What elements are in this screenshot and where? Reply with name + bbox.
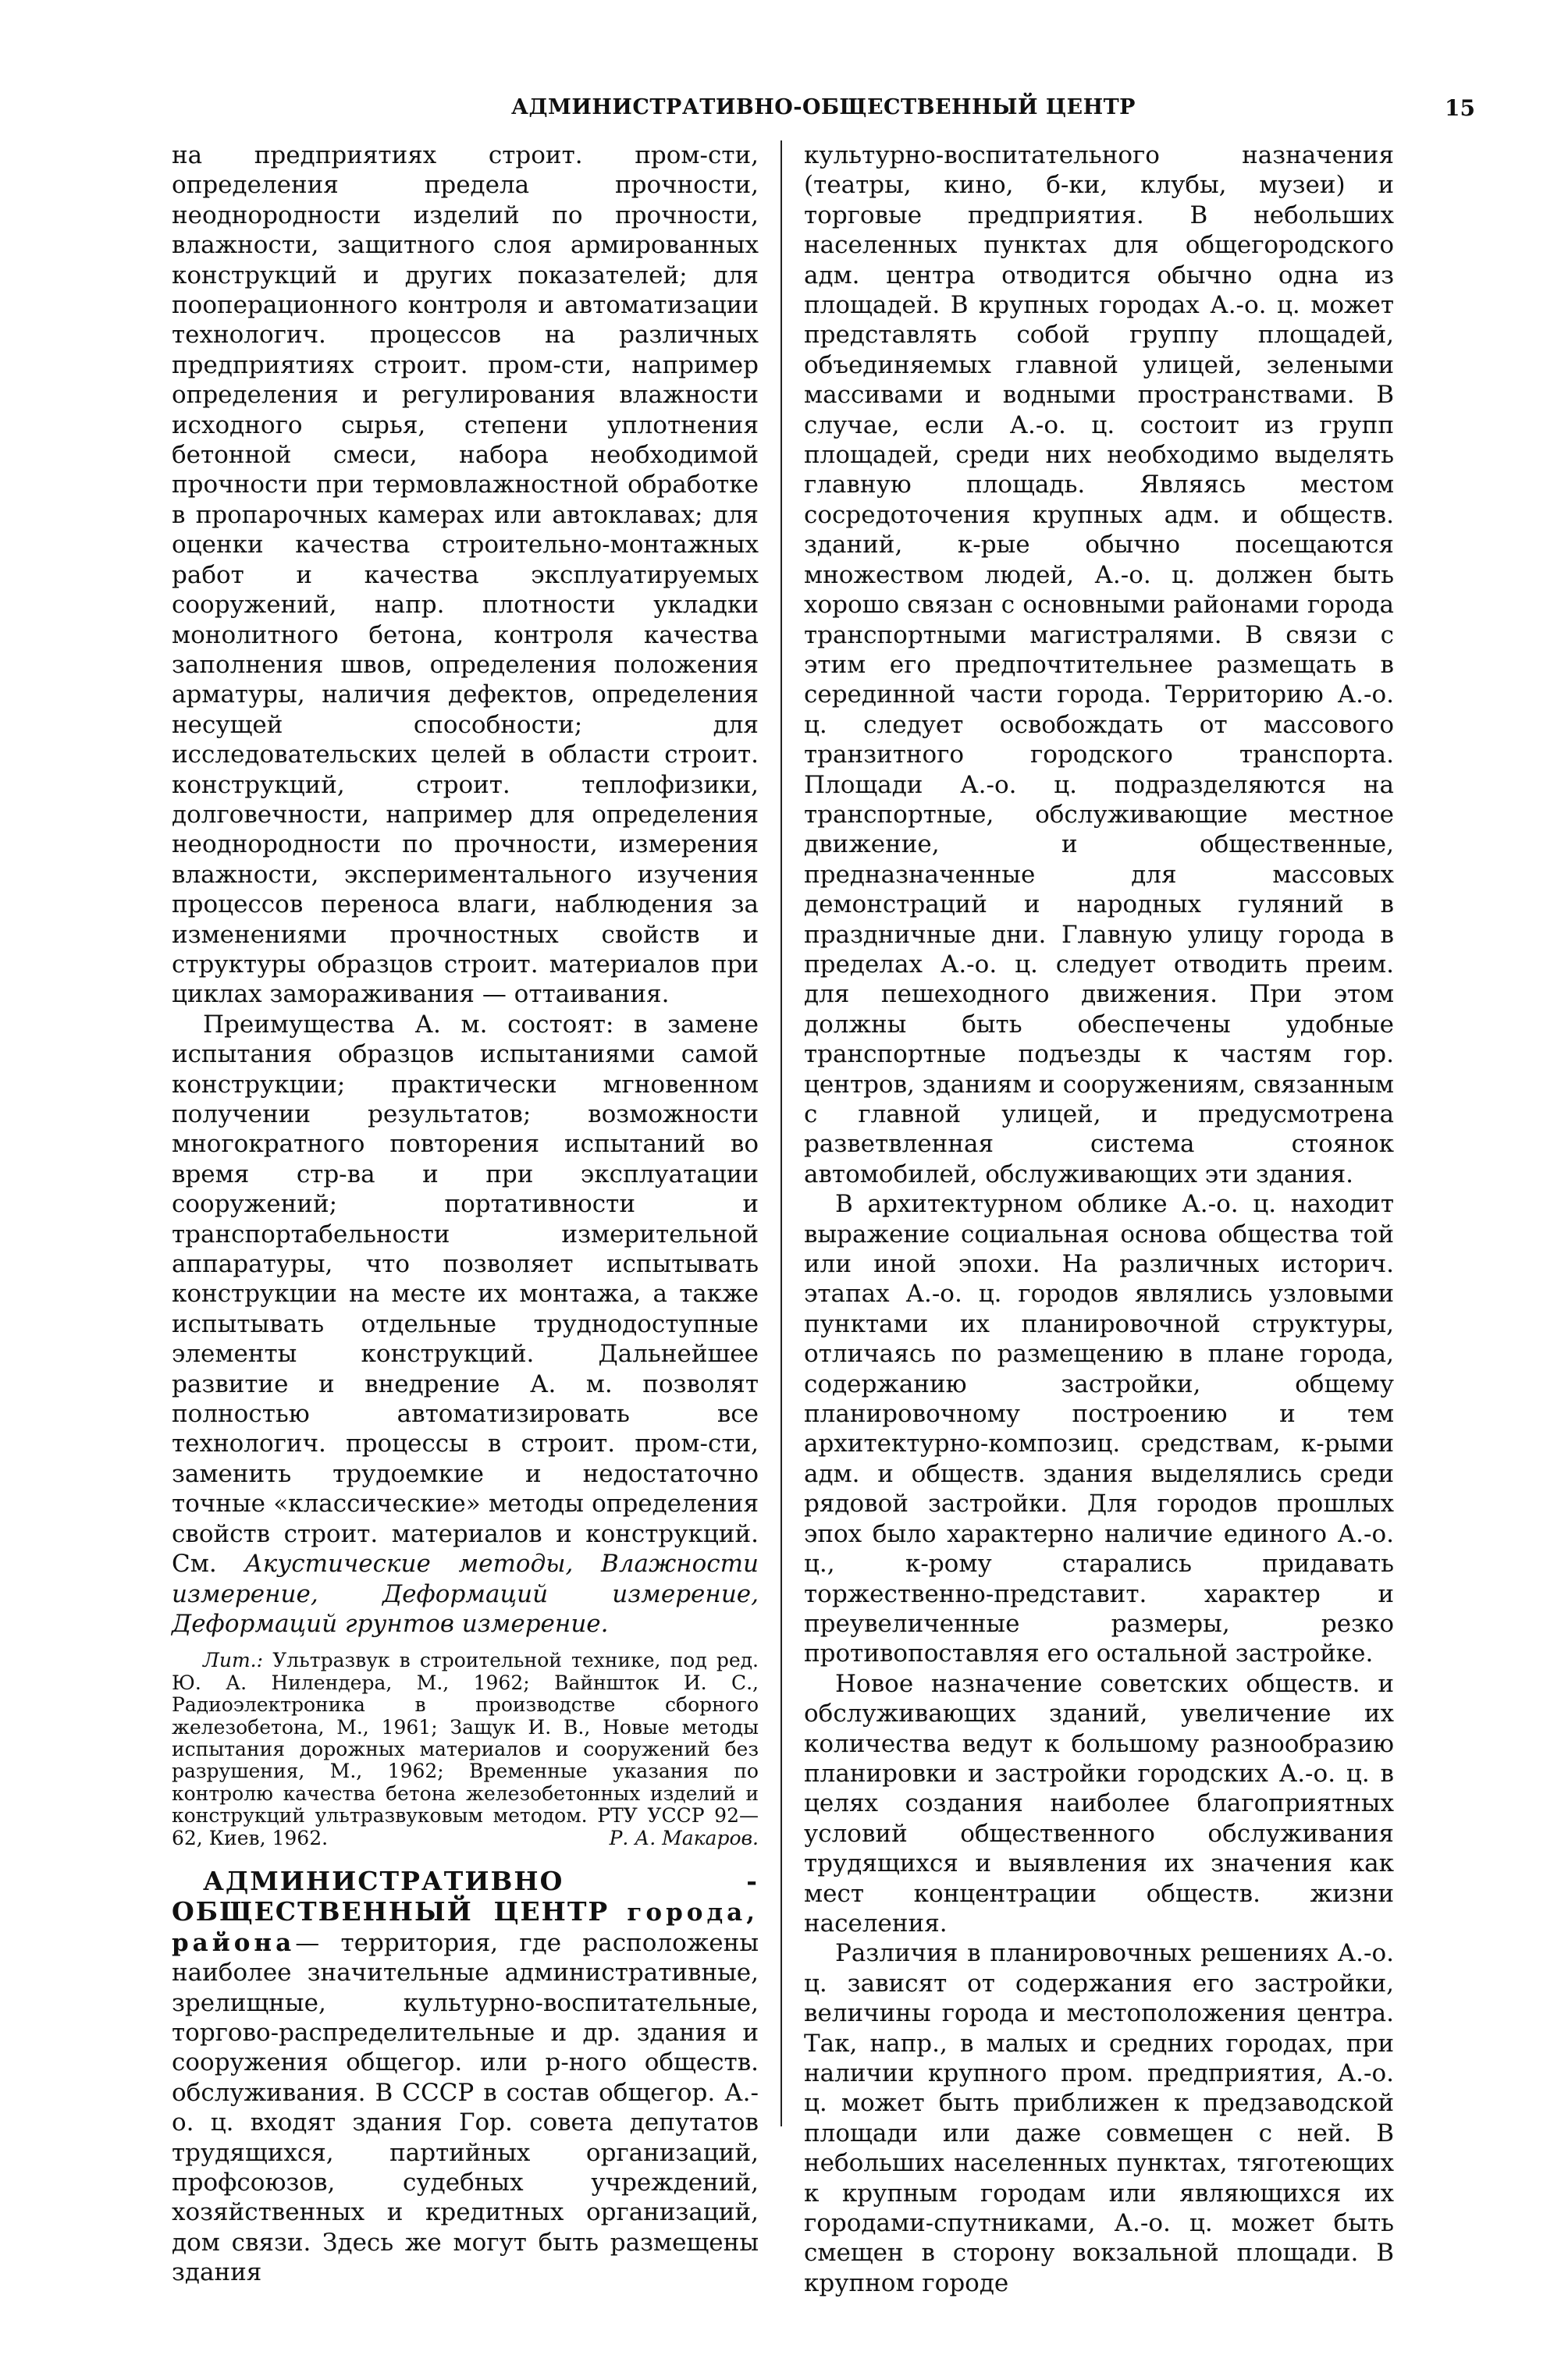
paragraph: Новое назначение советских обществ. и обслуживающих зданий, увеличение их количества ведут к большому разнообразию планировки и застройки городских А.-о. ц. в целях создания наиболее благоприятных условий общественного обслуживания трудящихся и выявления их значения как мест концентрации обществ. жизни населения.	[804, 1669, 1394, 1938]
paragraph: В архитектурном облике А.-о. ц. находит выражение социальная основа общества той или иной эпохи. На различных историч. этапах А.-о. ц. городов являлись узловыми пунктами их планировочной структуры, отличаясь по размещению в плане города, содержанию застройки, общему планировочному построению и тем архитектурно-композиц. средствам, к-рыми адм. и обществ. здания выделялись среди рядовой застройки. Для городов прошлых эпох было характерно наличие единого А.-о. ц., к-рому старались придавать торжественно-представит. характер и преувеличенные размеры, резко противопоставляя его остальной застройке.	[804, 1190, 1394, 1668]
literature-label: Лит.:	[203, 1649, 264, 1672]
entry-text: — территория, где расположены наиболее значительные административные, зрелищные, культурно-воспитательные, торгово-распределительные и др. здания и сооружения общегор. или р-ного обществ. обслуживания. В СССР в состав общегор. А.-о. ц. входят здания Гор. совета депутатов трудящихся, партийных организаций, профсоюзов, судебных учреждений, хозяйственных и кредитных организаций, дом связи. Здесь же могут быть размещены здания	[172, 1928, 759, 2287]
literature-block	[172, 1650, 759, 1849]
left-column	[172, 140, 759, 2288]
paragraph: культурно-воспитательного назначения (театры, кино, б-ки, клубы, музеи) и торговые предприятия. В небольших населенных пунктах для общегородского адм. центра отводится обычно одна из площадей. В крупных городах А.-о. ц. может представлять собой группу площадей, объединяемых главной улицей, зелеными массивами и водными пространствами. В случае, если А.-о. ц. состоит из групп площадей, среди них необходимо выделять главную площадь. Являясь местом сосредоточения крупных адм. и обществ. зданий, к-рые обычно посещаются множеством людей, А.-о. ц. должен быть хорошо связан с основными районами города транспортными магистралями. В связи с этим его предпочтительнее размещать в серединной части города. Территорию А.-о. ц. следует освобождать от массового транзитного городского транспорта. Площади А.-о. ц. подразделяются на транспортные, обслуживающие местное движение, и общественные, предназначенные для массовых демонстраций и народных гуляний в праздничные дни. Главную улицу города в пределах А.-о. ц. следует отводить преим. для пешеходного движения. При этом должны быть обеспечены удобные транспортные подъезды к частям гор. центров, зданиям и сооружениям, связанным с главной улицей, и предусмотрена разветвленная система стоянок автомобилей, обслуживающих эти здания.	[804, 141, 1394, 1188]
literature-text: Ультразвук в строительной технике, под ред. Ю. А. Нилендера, М., 1962; Вайншток И. С., Радиоэлектроника в производстве сборного железобетона, М., 1961; Защук И. В., Новые методы испытания дорожных материалов и сооружений без разрушения, М., 1962; Временные указания по контролю качества бетона железобетонных изделий и конструкций ультразвуковым методом. РТУ УССР 92—62, Киев, 1962.	[172, 1649, 759, 1849]
article-author: Р. А. Макаров.	[609, 1826, 759, 1849]
column-divider	[780, 140, 782, 2126]
see-references: Акустические методы, Влажности измерение, Деформаций измерение, Деформаций грунтов измерение.	[172, 1550, 759, 1638]
paragraph: Различия в планировочных решениях А.-о. ц. зависят от содержания его застройки, величины города и местоположения центра. Так, напр., в малых и средних городах, при наличии крупного пром. предприятия, А.-о. ц. может быть приближен к предзаводской площади или даже совмещен с ней. В небольших населенных пунктах, тяготеющих к крупным городам или являющихся их городами-спутниками, А.-о. ц. может быть смещен в сторону вокзальной площади. В крупном городе	[804, 1939, 1394, 2297]
running-head: АДМИНИСТРАТИВНО-ОБЩЕСТВЕННЫЙ ЦЕНТР	[511, 95, 1136, 119]
paragraph-text: Преимущества А. м. состоят: в замене испытания образцов испытаниями самой конструкции; практически мгновенном получении результатов; возможности многократного повторения испытаний во время стр-ва и при эксплуатации сооружений; портативности и транспортабельности измерительной аппаратуры, что позволяет испытывать конструкции на месте их монтажа, а также испытывать отдельные труднодоступные элементы конструкций. Дальнейшее развитие и внедрение А. м. позволят полностью автоматизировать все технологич. процессы в строит. пром-сти, заменить трудоемкие и недостаточно точные «классические» методы определения свойств строит. материалов и конструкций.	[172, 1010, 759, 1548]
page-number: 15	[1445, 95, 1475, 121]
paragraph	[172, 1010, 759, 1639]
see-prefix: См.	[172, 1550, 217, 1579]
encyclopedia-entry	[172, 1867, 759, 2288]
literature	[172, 1650, 759, 1849]
right-column	[804, 140, 1394, 2298]
paragraph: на предприятиях строит. пром-сти, определения предела прочности, неоднородности изделий по прочности, влажности, защитного слоя армированных конструкций и других показателей; для пооперационного контроля и автоматизации технологич. процессов на различных предприятиях строит. пром-сти, например определения и регулирования влажности исходного сырья, степени уплотнения бетонной смеси, набора необходимой прочности при термовлажностной обработке в пропарочных камерах или автоклавах; для оценки качества строительно-монтажных работ и качества эксплуатируемых сооружений, напр. плотности укладки монолитного бетона, контроля качества заполнения швов, определения положения арматуры, наличия дефектов, определения несущей способности; для исследовательских целей в области строит. конструкций, строит. теплофизики, долговечности, например для определения неоднородности по прочности, измерения влажности, экспериментального изучения процессов переноса влаги, наблюдения за изменениями прочностных свойств и структуры образцов строит. материалов при циклах замораживания — оттаивания.	[172, 141, 759, 1009]
entry-title: АДМИНИСТРАТИВНО - ОБЩЕСТВЕННЫЙ ЦЕНТР	[172, 1865, 759, 1927]
page-header	[172, 95, 1475, 126]
entry-subtitle: города, района	[172, 1899, 759, 1957]
